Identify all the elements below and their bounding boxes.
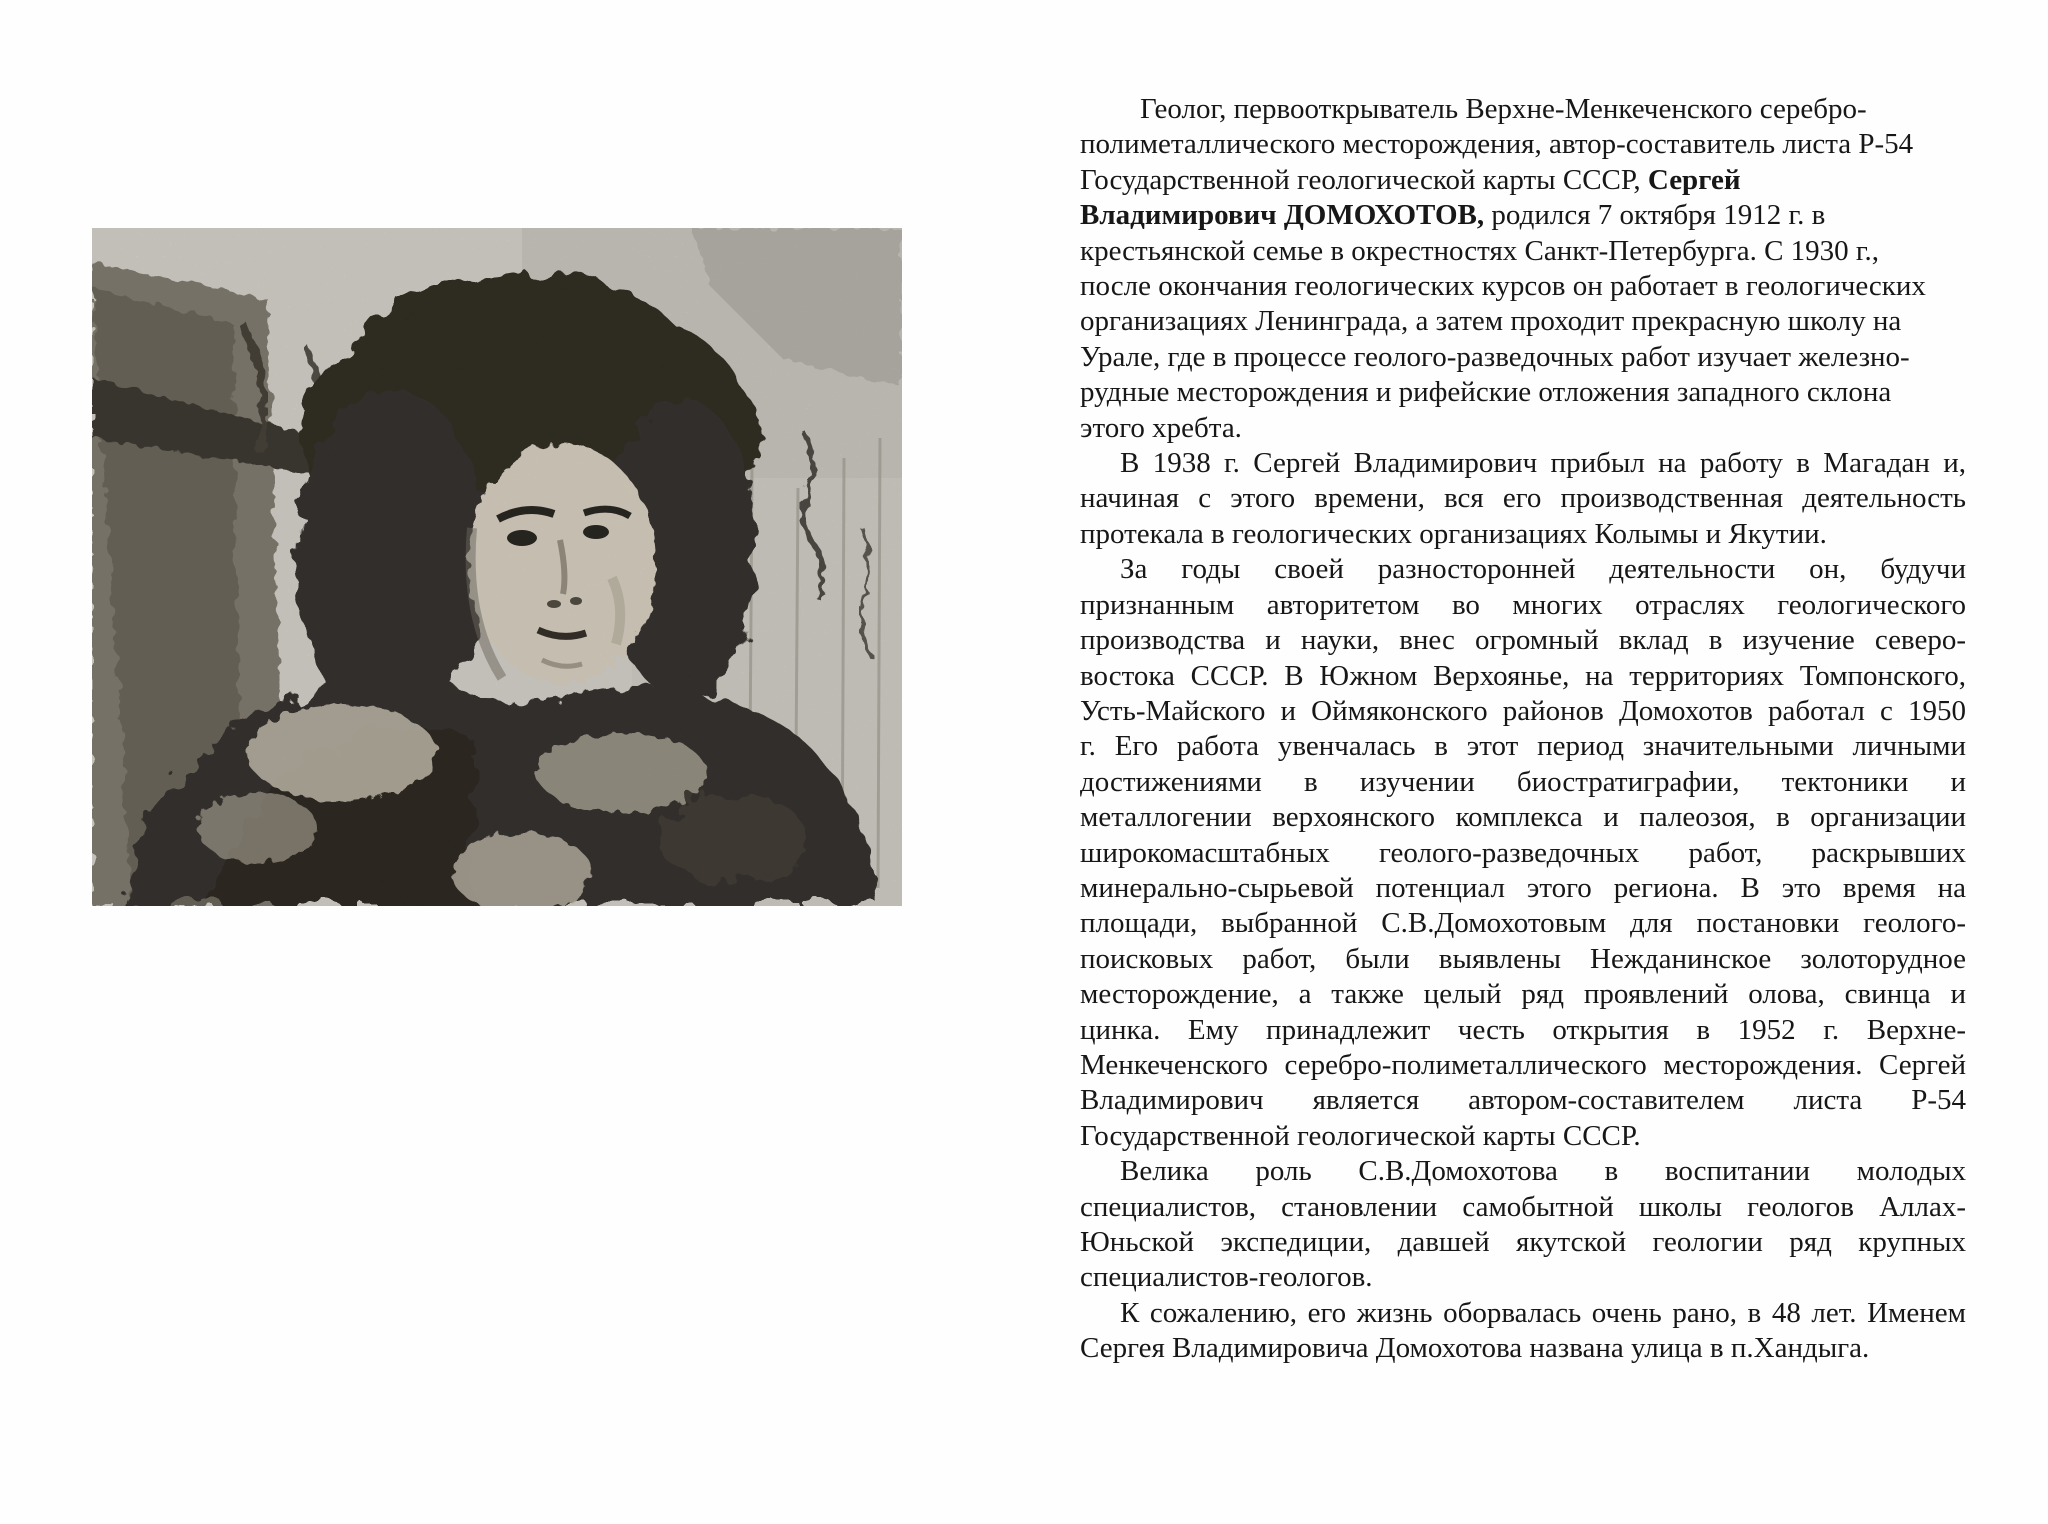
paragraph-4	[1080, 1154, 1966, 1296]
paragraph-1	[1080, 92, 1966, 446]
text-line: крестьянской семье в окрестностях Санкт-Петербурга. С 1930 г.,	[1080, 234, 1880, 267]
paragraph-2	[1080, 446, 1966, 552]
text-line: признанным авторитетом во многих отраслях геологического	[1080, 588, 1966, 621]
paragraph-3	[1080, 552, 1966, 1154]
text-line: Урале, где в процессе геолого-разведочных работ изучает железно-	[1080, 340, 1910, 373]
text-line: рудные месторождения и рифейские отложения западного склона	[1080, 376, 1892, 409]
paragraph-5	[1080, 1296, 1966, 1367]
text-line: производства и науки, внес огромный вклад в изучение северо-	[1080, 624, 1966, 657]
text-line: Государственной геологической карты СССР.	[1080, 1119, 1641, 1152]
text-line: специалистов, становлении самобытной школы геологов Аллах-	[1080, 1190, 1966, 1223]
text-line: металлогении верхоянского комплекса и палеозоя, в организации	[1080, 801, 1966, 834]
text-line: достижениями в изучении биостратиграфии, тектоники и	[1080, 765, 1966, 798]
text-line: месторождение, а также целый ряд проявлений олова, свинца и	[1080, 978, 1966, 1011]
text-segment: родился 7 октября 1912 г. в	[1491, 199, 1826, 232]
portrait-photo	[92, 228, 902, 906]
text-line: За годы своей разносторонней деятельности он, будучи	[1120, 553, 1966, 586]
text-line: организациях Ленинграда, а затем проходит прекрасную школу на	[1080, 305, 1902, 338]
text-line: начиная с этого времени, вся его производственная деятельность	[1080, 482, 1966, 515]
text-line: В 1938 г. Сергей Владимирович прибыл на работу в Магадан и,	[1120, 447, 1966, 480]
portrait-illustration	[92, 228, 902, 906]
text-line: г. Его работа увенчалась в этот период значительными личными	[1080, 730, 1966, 763]
text-line: Юньской экспедиции, давшей якутской геологии ряд крупных	[1080, 1226, 1966, 1258]
text-line: востока СССР. В Южном Верхоянье, на территориях Томпонского,	[1080, 659, 1966, 692]
text-line: К сожалению, его жизнь оборвалась очень рано, в 48 лет. Именем	[1120, 1296, 1966, 1329]
text-line: специалистов-геологов.	[1080, 1261, 1373, 1294]
text-line: минерально-сырьевой потенциал этого региона. В это время на	[1080, 871, 1966, 904]
text-line: поисковых работ, были выявлены Нежданинское золоторудное	[1080, 942, 1966, 975]
text-line: Менкеченского серебро-полиметаллического месторождения. Сергей	[1080, 1048, 1966, 1081]
text-line: Сергея Владимировича Домохотова названа улица в п.Хандыга.	[1080, 1332, 1870, 1365]
text-line: полиметаллического месторождения, автор-составитель листа Р-54	[1080, 128, 1914, 161]
text-line	[1080, 163, 1966, 198]
text-line: Велика роль С.В.Домохотова в воспитании молодых	[1120, 1155, 1966, 1188]
person-name-bold: Владимирович ДОМОХОТОВ,	[1080, 199, 1492, 232]
text-line: этого хребта.	[1080, 411, 1242, 444]
text-line: широкомасштабных геолого-разведочных работ, раскрывших	[1080, 836, 1966, 869]
text-line: Усть-Майского и Оймяконского районов Домохотов работал с 1950	[1080, 694, 1966, 727]
text-line: Владимирович является автором-составителем листа Р-54	[1080, 1084, 1966, 1117]
biography-text-column	[1080, 92, 1966, 1367]
text-line: Геолог, первооткрыватель Верхне-Менкеченского серебро-	[1140, 93, 1867, 125]
text-line: протекала в геологических организациях Колымы и Якутии.	[1080, 517, 1827, 550]
text-line: после окончания геологических курсов он работает в геологических	[1080, 270, 1926, 303]
text-line: площади, выбранной С.В.Домохотовым для постановки геолого-	[1080, 907, 1966, 940]
person-name-bold: Сергей	[1647, 163, 1741, 196]
text-line	[1080, 198, 1966, 233]
text-segment: Государственной геологической карты СССР,	[1080, 163, 1648, 196]
text-line: цинка. Ему принадлежит честь открытия в 1952 г. Верхне-	[1080, 1013, 1966, 1046]
